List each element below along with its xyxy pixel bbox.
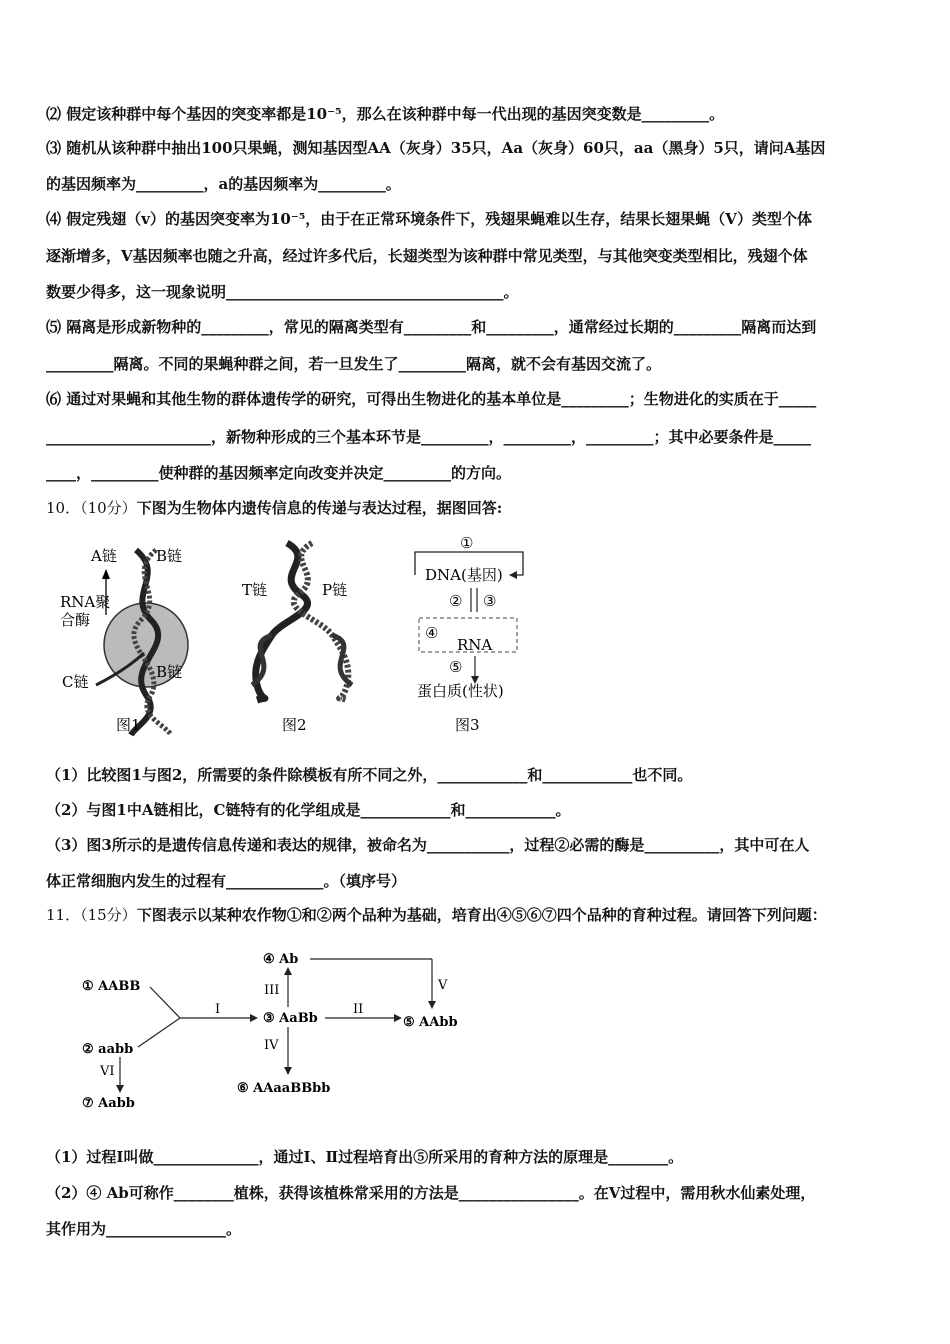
q9-item-4-line2: 逐渐增多，V基因频率也随之升高，经过许多代后，长翅类型为该种群中常见类型，与其他突变类型相比，残翅个体 — [46, 247, 808, 265]
replication-arrow-icon — [509, 571, 517, 579]
q9-item-6-line2: ______________________，新物种形成的三个基本环节是_________，_________，_________；其中必要条件是_____ — [46, 428, 812, 446]
q9-item-2: ⑵ 假定该种群中每个基因的突变率都是10⁻⁵，那么在该种群中每一代出现的基因突变数是_________。 — [46, 105, 725, 123]
q10-figure-3 — [405, 530, 545, 740]
label-process-3: ③ — [483, 592, 497, 610]
label-process-5: ⑤ — [449, 658, 463, 676]
q11-header — [46, 905, 827, 925]
label-process-V: V — [438, 978, 448, 993]
q9-item-3-line2: 的基因频率为_________，a的基因频率为_________。 — [46, 175, 401, 193]
q11-score: （15分） — [80, 906, 137, 924]
q10-sub-2: （2）与图1中A链相比，C链特有的化学组成是____________和____________。 — [46, 801, 571, 819]
node-1-aabb: ① AABB — [82, 979, 141, 994]
q11-sub-2-line1: （2）④ Ab可称作________植株，获得该植株常采用的方法是________________。在Ⅴ过程中，需用秋水仙素处理， — [46, 1184, 816, 1202]
label-process-1: ① — [460, 534, 474, 552]
edge-2-to-junction — [138, 1018, 180, 1047]
q10-number: 10． — [46, 499, 81, 517]
label-b-chain-bottom: B链 — [156, 663, 183, 681]
q11-number: 11． — [46, 906, 81, 924]
label-t-chain: T链 — [242, 581, 268, 599]
label-process-4: ④ — [425, 624, 439, 642]
q10-score: （10分） — [80, 499, 137, 517]
figure-3-caption: 图3 — [455, 716, 480, 734]
q10-stem: 下图为生物体内遗传信息的传递与表达过程，据图回答: — [136, 499, 503, 517]
q9-item-3-line1: ⑶ 随机从该种群中抽出100只果蝇，测知基因型AA（灰身）35只，Aa（灰身）60只，aa（黑身）5只，请问A基因 — [46, 139, 826, 157]
arrow-process-3-icon — [284, 967, 292, 975]
q11-breeding-diagram — [70, 945, 490, 1120]
arrow-process-6-icon — [116, 1085, 124, 1093]
arrow-process-4-icon — [284, 1067, 292, 1075]
q11-sub-1: （1）过程Ⅰ叫做______________，通过Ⅰ、Ⅱ过程培育出⑤所采用的育种方法的原理是________。 — [46, 1148, 684, 1166]
q10-header — [46, 498, 502, 518]
label-rna-polymerase-1: RNA聚 — [60, 593, 111, 611]
q9-item-4-line3: 数要少得多，这一现象说明_____________________________________。 — [46, 283, 519, 301]
label-process-II: II — [353, 1002, 364, 1017]
label-dna-gene: DNA(基因) — [425, 566, 503, 584]
label-process-III: III — [264, 983, 280, 998]
q10-sub-3-line2: 体正常细胞内发生的过程有_____________。（填序号） — [46, 872, 407, 890]
label-a-chain: A链 — [91, 547, 117, 565]
label-rna-polymerase-2: 合酶 — [60, 611, 91, 629]
label-c-chain: C链 — [62, 673, 89, 691]
q9-item-5-line2: _________隔离。不同的果蝇种群之间，若一旦发生了_________隔离，就不会有基因交流了。 — [46, 355, 662, 373]
label-p-chain: P链 — [322, 581, 348, 599]
q11-sub-2-line2: 其作用为________________。 — [46, 1220, 242, 1238]
label-process-VI: VI — [100, 1064, 115, 1079]
node-2-aabb: ② aabb — [82, 1042, 134, 1057]
edge-1-to-junction — [150, 987, 180, 1018]
q10-figure-2 — [232, 535, 372, 740]
label-rna: RNA — [457, 636, 493, 654]
arrow-process-2-icon — [394, 1014, 402, 1022]
q11-stem: 下图表示以某种农作物①和②两个品种为基础，培育出④⑤⑥⑦四个品种的育种过程。请回答下列问题： — [136, 906, 827, 924]
label-process-2: ② — [449, 592, 463, 610]
figure-2-caption: 图2 — [282, 716, 307, 734]
node-3-aabb: ③ AaBb — [263, 1011, 318, 1026]
q9-item-6-line1: ⑹ 通过对果蝇和其他生物的群体遗传学的研究，可得出生物进化的基本单位是_________；生物进化的实质在于_____ — [46, 390, 817, 408]
label-process-IV: IV — [264, 1038, 279, 1053]
arrow-process-5-icon — [428, 1001, 436, 1009]
q9-item-5-line1: ⑸ 隔离是形成新物种的_________，常见的隔离类型有_________和_________，通常经过长期的_________隔离而达到 — [46, 318, 817, 336]
label-process-I: I — [215, 1002, 221, 1017]
q9-item-4-line1: ⑷ 假定残翅（v）的基因突变率为10⁻⁵，由于在正常环境条件下，残翅果蝇难以生存，结果长翅果蝇（V）类型个体 — [46, 210, 812, 228]
q10-figure-1 — [56, 535, 196, 740]
arrow-up-icon — [102, 569, 110, 579]
label-b-chain-top: B链 — [156, 547, 183, 565]
q10-sub-1: （1）比较图1与图2，所需要的条件除模板有所不同之外，____________和____________也不同。 — [46, 766, 693, 784]
label-protein-trait: 蛋白质(性状) — [417, 682, 504, 700]
node-5-aabb: ⑤ AAbb — [403, 1015, 458, 1030]
figure-1-caption: 图1 — [116, 716, 141, 734]
arrow-process-1-icon — [250, 1014, 258, 1022]
node-4-ab: ④ Ab — [263, 952, 299, 967]
node-7-aabb: ⑦ Aabb — [82, 1096, 135, 1111]
q10-sub-3-line1: （3）图3所示的是遗传信息传递和表达的规律，被命名为___________，过程②必需的酶是__________，其中可在人 — [46, 836, 810, 854]
q9-item-6-line3: ____，_________使种群的基因频率定向改变并决定_________的方向。 — [46, 464, 512, 482]
node-6-aaaabbbb: ⑥ AAaaBBbb — [237, 1081, 331, 1096]
